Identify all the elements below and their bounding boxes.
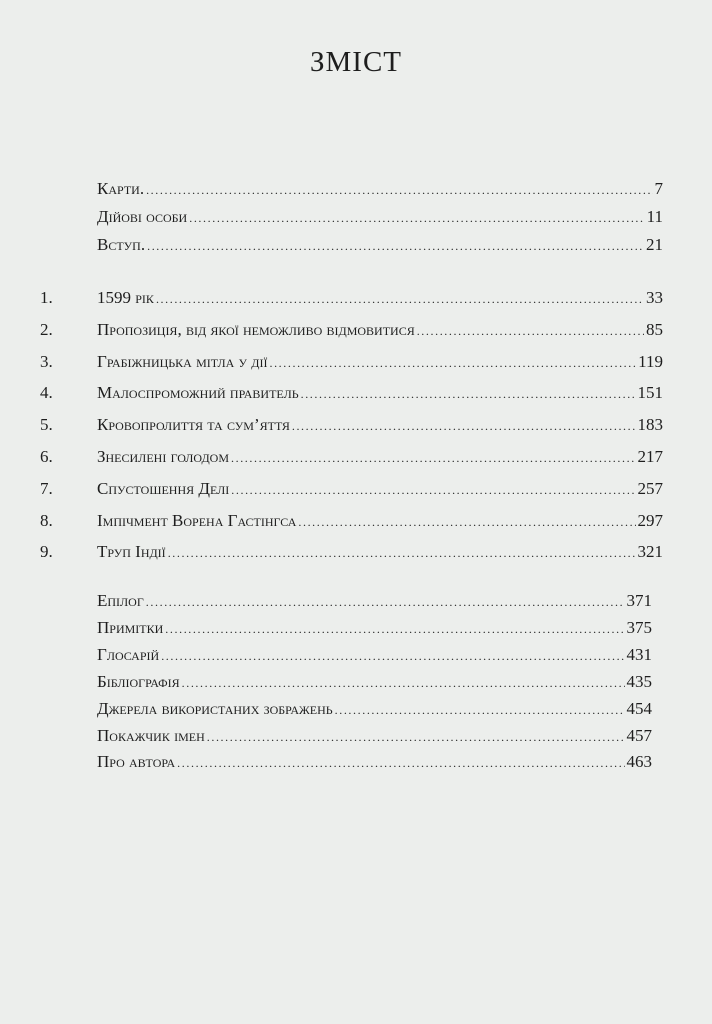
entry-title: Дійові особи bbox=[97, 207, 188, 226]
chapter-number: 8. bbox=[40, 510, 53, 530]
dot-leader bbox=[165, 622, 624, 637]
entry-title: Карти. bbox=[97, 179, 145, 198]
toc-entry[interactable] bbox=[40, 383, 663, 405]
toc-entry[interactable] bbox=[40, 542, 663, 564]
chapter-number: 1. bbox=[40, 288, 53, 307]
page-number: 435 bbox=[626, 671, 652, 691]
page-number: 454 bbox=[626, 698, 652, 718]
entry-title: Труп Індії bbox=[97, 542, 166, 562]
entry-title: Пропозиція, від якої неможливо відмовитися bbox=[97, 319, 415, 339]
page-number: 457 bbox=[626, 725, 652, 745]
chapter-number: 7. bbox=[40, 478, 53, 498]
entry-title: 1599 рік bbox=[97, 288, 154, 307]
chapter-number: 5. bbox=[40, 415, 53, 435]
dot-leader bbox=[177, 756, 624, 771]
page-number: 371 bbox=[626, 591, 652, 610]
entry-title: Про автора bbox=[97, 752, 176, 772]
dot-leader bbox=[335, 703, 625, 718]
toc-entry[interactable] bbox=[40, 415, 663, 437]
toc-entry[interactable] bbox=[97, 645, 652, 667]
toc-entry[interactable] bbox=[40, 319, 663, 342]
page-number: 33 bbox=[646, 288, 663, 307]
toc-entry[interactable] bbox=[97, 207, 663, 229]
dot-leader bbox=[168, 546, 636, 561]
entry-title: Знесилені голодом bbox=[97, 447, 229, 466]
dot-leader bbox=[298, 515, 635, 530]
dot-leader bbox=[147, 239, 644, 254]
dot-leader bbox=[189, 211, 644, 226]
chapter-number: 6. bbox=[40, 447, 53, 466]
toc-entry[interactable] bbox=[97, 618, 652, 640]
entry-title: Вступ. bbox=[97, 235, 146, 254]
dot-leader bbox=[146, 183, 652, 198]
page-title: ЗМІСТ bbox=[309, 46, 403, 78]
dot-leader bbox=[292, 419, 636, 434]
toc-entry[interactable] bbox=[40, 478, 663, 501]
chapter-number: 4. bbox=[40, 383, 53, 403]
entry-title: Малоспроможний правитель bbox=[97, 383, 299, 403]
dot-leader bbox=[417, 324, 644, 339]
toc-entry[interactable] bbox=[97, 726, 652, 748]
page-number: 85 bbox=[646, 319, 663, 339]
page-number: 431 bbox=[626, 644, 652, 664]
toc-entry[interactable] bbox=[40, 351, 663, 374]
dot-leader bbox=[156, 292, 644, 307]
toc-entry[interactable] bbox=[97, 672, 652, 694]
toc-entry[interactable] bbox=[97, 235, 663, 257]
chapter-number: 9. bbox=[40, 542, 53, 562]
toc-entry[interactable] bbox=[40, 510, 663, 533]
page-number: 217 bbox=[637, 447, 663, 466]
toc-entry[interactable] bbox=[40, 447, 663, 469]
dot-leader bbox=[301, 387, 636, 402]
page-number: 21 bbox=[646, 235, 663, 254]
page-number: 375 bbox=[626, 617, 652, 637]
page-number: 297 bbox=[637, 510, 663, 530]
page-number: 463 bbox=[626, 752, 652, 772]
entry-title: Епілог bbox=[97, 591, 144, 610]
entry-title: Кровопролиття та сум’яття bbox=[97, 415, 290, 435]
page-number: 11 bbox=[646, 207, 663, 226]
chapter-number: 2. bbox=[40, 319, 53, 339]
entry-title: Імпічмент Ворена Гастінгса bbox=[97, 510, 297, 530]
page-number: 257 bbox=[637, 478, 663, 498]
entry-title: Джерела використаних зображень bbox=[97, 698, 333, 718]
dot-leader bbox=[231, 451, 636, 466]
dot-leader bbox=[207, 730, 625, 745]
entry-title: Примітки bbox=[97, 617, 164, 637]
entry-title: Спустошення Делі bbox=[97, 478, 230, 498]
page-number: 183 bbox=[637, 415, 663, 435]
entry-title: Бібліографія bbox=[97, 671, 180, 691]
chapter-number: 3. bbox=[40, 351, 53, 371]
dot-leader bbox=[146, 595, 625, 610]
toc-entry[interactable] bbox=[40, 288, 663, 310]
toc-entry[interactable] bbox=[97, 591, 652, 613]
dot-leader bbox=[269, 356, 636, 371]
toc-entry[interactable] bbox=[97, 699, 652, 721]
page-number: 151 bbox=[637, 383, 663, 403]
page-number: 7 bbox=[654, 179, 663, 198]
toc-entry[interactable] bbox=[97, 179, 663, 201]
dot-leader bbox=[182, 676, 625, 691]
entry-title: Глосарій bbox=[97, 644, 160, 664]
dot-leader bbox=[161, 649, 624, 664]
page-number: 321 bbox=[637, 542, 663, 562]
page-number: 119 bbox=[638, 351, 663, 371]
entry-title: Покажчик імен bbox=[97, 725, 205, 745]
toc-entry[interactable] bbox=[97, 752, 652, 774]
dot-leader bbox=[231, 483, 635, 498]
entry-title: Грабіжницька мітла у дії bbox=[97, 351, 268, 371]
